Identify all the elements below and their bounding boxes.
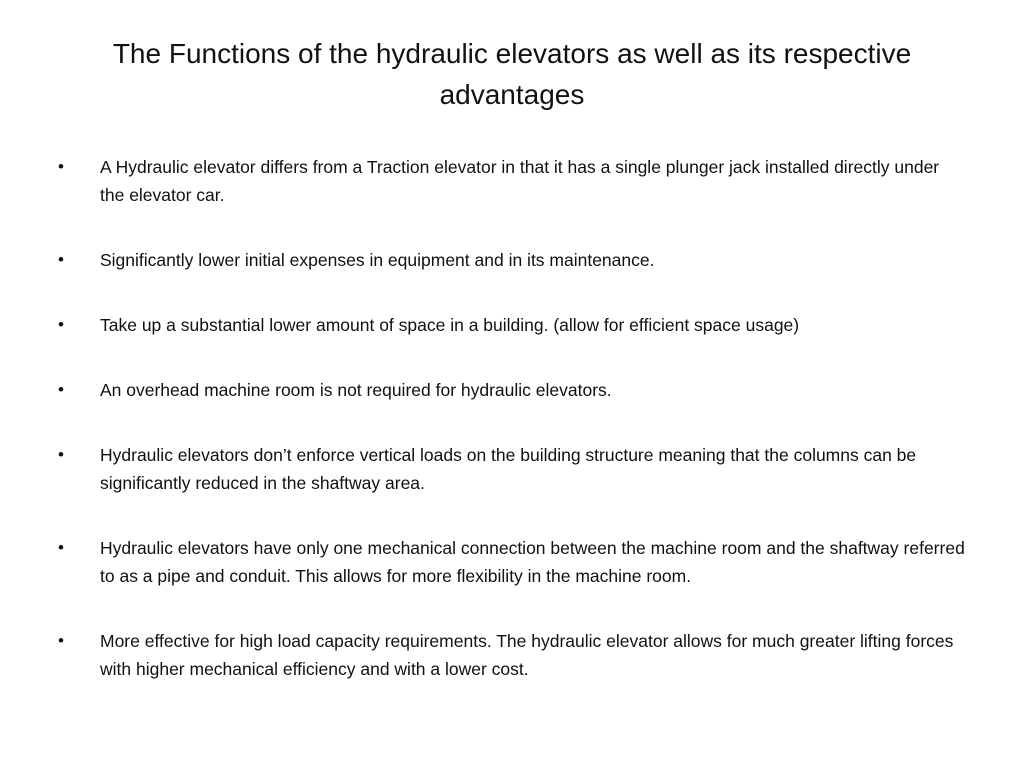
- bullet-dot-icon: •: [58, 538, 64, 557]
- bullet-text: Hydraulic elevators don’t enforce vertical loads on the building structure meaning that the columns can be significantly reduced in the shaftway area.: [100, 445, 917, 493]
- bullet-dot-icon: •: [58, 380, 64, 399]
- bullet-text: An overhead machine room is not required for hydraulic elevators.: [100, 380, 612, 400]
- slide-title: The Functions of the hydraulic elevators as well as its respective advantages: [112, 38, 912, 110]
- bullet-item: [58, 311, 968, 339]
- bullet-item: [58, 627, 968, 683]
- bullet-dot-icon: •: [58, 631, 64, 650]
- bullet-dot-icon: •: [58, 445, 64, 464]
- bullet-item: [58, 534, 968, 590]
- bullet-text: Significantly lower initial expenses in equipment and in its maintenance.: [100, 250, 655, 270]
- bullet-text: Hydraulic elevators have only one mechanical connection between the machine room and the shaftway referred to as a pipe and conduit. This allows for more flexibility in the machine room.: [100, 538, 965, 586]
- bullet-dot-icon: •: [58, 315, 64, 334]
- bullet-text: A Hydraulic elevator differs from a Traction elevator in that it has a single plunger jack installed directly under the elevator car.: [100, 157, 940, 205]
- bullet-item: [58, 376, 968, 404]
- bullet-item: [58, 441, 968, 497]
- bullet-item: [58, 246, 968, 274]
- bullet-item: [58, 153, 968, 209]
- bullet-dot-icon: •: [58, 157, 64, 176]
- bullet-list: [58, 153, 968, 683]
- bullet-text: More effective for high load capacity requirements. The hydraulic elevator allows for much greater lifting forces with higher mechanical efficiency and with a lower cost.: [100, 631, 954, 679]
- bullet-text: Take up a substantial lower amount of space in a building. (allow for efficient space usage): [100, 315, 800, 335]
- bullet-dot-icon: •: [58, 250, 64, 269]
